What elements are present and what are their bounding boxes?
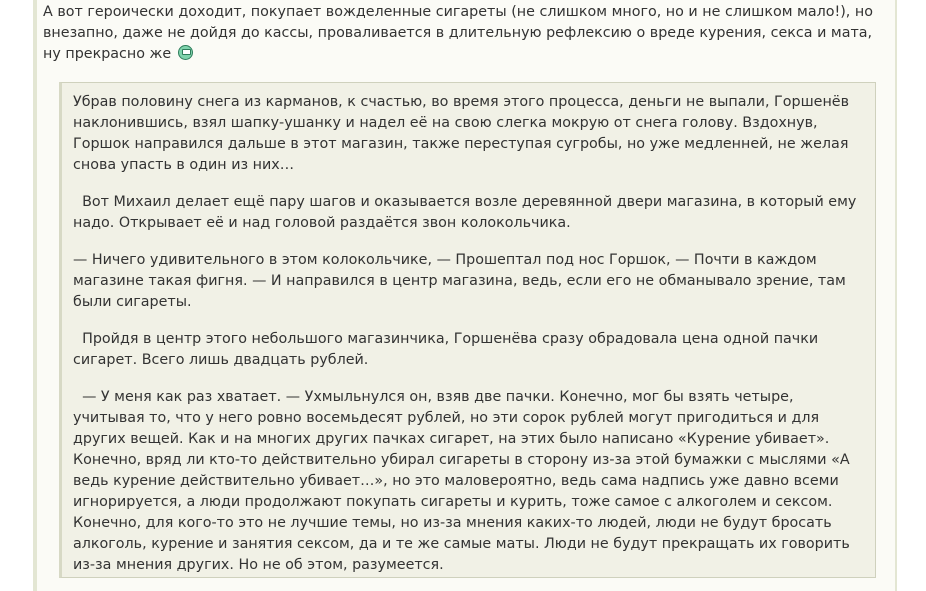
- quote-paragraph-4: Пройдя в центр этого небольшого магазинчика, Горшенёва сразу обрадовала цена одной пачки сигарет. Всего лишь двадцать рублей.: [73, 331, 819, 368]
- quote-paragraph-5: — У меня как раз хватает. — Ухмыльнулся он, взяв две пачки. Конечно, мог бы взять четыре, учитывая то, что у него ровно восемьдесят рублей, но эти сорок рублей могут пригодиться и для других вещей. Как и на многих других пачках сигарет, на этих было написано «Курение убивает». Конечно, вряд ли кто-то действительно убирал сигареты в сторону из-за этой бумажки с мыслями «А ведь курение действительно убивает…», но это маловероятно, ведь сама надпись уже давно всеми игнорируется, а люди продолжают покупать сигареты и курить, тоже самое с алкоголем и сексом. Конечно, для кого-то это не лучшие темы, но из-за мнения каких-то людей, люди не будут бросать алкоголь, курение и занятия сексом, да и те же самые маты. Люди не будут прекращать их говорить из-за мнения других. Но не об этом, разумеется.: [73, 389, 850, 573]
- intro-paragraph: [43, 2, 891, 65]
- quote-paragraph-3: — Ничего удивительного в этом колокольчике, — Прошептал под нос Горшок, — Почти в каждом магазине такая фигня. — И направился в центр магазина, ведь, если его не обманывало зрение, там были сигареты.: [73, 252, 846, 310]
- quote-block: [59, 82, 876, 578]
- quote-paragraph-1: Убрав половину снега из карманов, к счастью, во время этого процесса, деньги не выпали, Горшенёв наклонившись, взял шапку-ушанку и надел её на свою слегка мокрую от снега голову. Вздохнув, Горшок направился дальше в этот магазин, также переступая сугробы, но уже медленней, не желая снова упасть в один из них…: [73, 94, 850, 173]
- quote-paragraph-2: Вот Михаил делает ещё пару шагов и оказывается возле деревянной двери магазина, в который ему надо. Открывает её и над головой раздаётся звон колокольчика.: [73, 194, 857, 231]
- page-right-border: [895, 0, 897, 591]
- quote-text: [73, 92, 863, 576]
- smiley-icon: [178, 45, 193, 60]
- intro-text: А вот героически доходит, покупает вожделенные сигареты (не слишком много, но и не слишком мало!), но внезапно, даже не дойдя до кассы, проваливается в длительную рефлексию о вреде курения, секса и мата, ну прекрасно же: [43, 4, 873, 62]
- post-content: [37, 0, 895, 591]
